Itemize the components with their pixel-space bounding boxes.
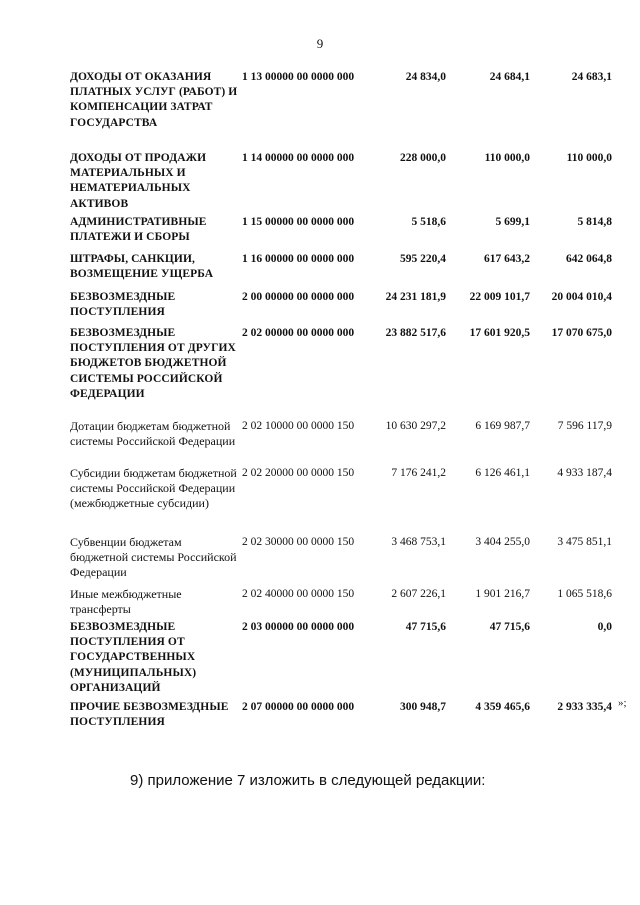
- row-code: 2 03 00000 00 0000 000: [242, 621, 355, 633]
- row-value-2: 617 643,2: [484, 253, 530, 265]
- row-name: ДОХОДЫ ОТ ОКАЗАНИЯ ПЛАТНЫХ УСЛУГ (РАБОТ) И КОМПЕНСАЦИИ ЗАТРАТ ГОСУДАРСТВА: [70, 71, 238, 129]
- row-code: 1 13 00000 00 0000 000: [242, 71, 355, 83]
- row-name: ШТРАФЫ, САНКЦИИ, ВОЗМЕЩЕНИЕ УЩЕРБА: [70, 253, 214, 281]
- row-value-3: 0,0: [597, 621, 612, 633]
- row-value-3: 110 000,0: [566, 152, 612, 164]
- row-value-1: 7 176 241,2: [391, 467, 446, 479]
- row-name: Субвенции бюджетам бюджетной системы Российской Федерации: [70, 535, 237, 580]
- row-name: Иные межбюджетные трансферты: [70, 587, 182, 617]
- row-code: 2 02 20000 00 0000 150: [242, 467, 355, 479]
- row-code: 2 02 40000 00 0000 150: [242, 588, 355, 600]
- row-value-2: 22 009 101,7: [469, 291, 530, 303]
- row-value-2: 1 901 216,7: [475, 588, 530, 600]
- row-value-1: 24 834,0: [405, 71, 446, 83]
- amendment-instruction: 9) приложение 7 изложить в следующей редакции:: [130, 772, 486, 789]
- row-value-3: 17 070 675,0: [551, 327, 612, 339]
- row-code: 2 00 00000 00 0000 000: [242, 291, 355, 303]
- row-name: БЕЗВОЗМЕЗДНЫЕ ПОСТУПЛЕНИЯ: [70, 291, 176, 319]
- row-value-3: 7 596 117,9: [557, 420, 612, 432]
- row-code: 2 02 00000 00 0000 000: [242, 327, 355, 339]
- row-code: 1 16 00000 00 0000 000: [242, 253, 355, 265]
- row-value-1: 23 882 517,6: [385, 327, 446, 339]
- row-name: ДОХОДЫ ОТ ПРОДАЖИ МАТЕРИАЛЬНЫХ И НЕМАТЕРИАЛЬНЫХ АКТИВОВ: [70, 152, 207, 210]
- row-value-1: 10 630 297,2: [385, 420, 446, 432]
- row-name: БЕЗВОЗМЕЗДНЫЕ ПОСТУПЛЕНИЯ ОТ ДРУГИХ БЮДЖЕТОВ БЮДЖЕТНОЙ СИСТЕМЫ РОССИЙСКОЙ ФЕДЕРАЦИИ: [70, 327, 236, 400]
- row-name: Субсидии бюджетам бюджетной системы Российской Федерации (межбюджетные субсидии): [70, 466, 237, 511]
- row-value-1: 228 000,0: [400, 152, 446, 164]
- row-value-3: 1 065 518,6: [557, 588, 612, 600]
- row-name: ПРОЧИЕ БЕЗВОЗМЕЗДНЫЕ ПОСТУПЛЕНИЯ: [70, 701, 229, 729]
- row-value-3: 24 683,1: [571, 71, 612, 83]
- row-code: 1 14 00000 00 0000 000: [242, 152, 355, 164]
- row-value-1: 5 518,6: [411, 216, 446, 228]
- row-value-2: 110 000,0: [484, 152, 530, 164]
- row-value-3: 3 475 851,1: [557, 536, 612, 548]
- row-value-1: 2 607 226,1: [391, 588, 446, 600]
- row-value-1: 24 231 181,9: [385, 291, 446, 303]
- row-name: АДМИНИСТРАТИВНЫЕ ПЛАТЕЖИ И СБОРЫ: [70, 216, 207, 244]
- row-value-3: 20 004 010,4: [551, 291, 612, 303]
- row-value-2: 6 126 461,1: [475, 467, 530, 479]
- closing-quote-mark: »;: [618, 697, 627, 709]
- row-name: Дотации бюджетам бюджетной системы Российской Федерации: [70, 419, 236, 449]
- row-value-3: 642 064,8: [566, 253, 612, 265]
- row-code: 2 02 10000 00 0000 150: [242, 420, 355, 432]
- row-value-2: 5 699,1: [495, 216, 530, 228]
- row-value-2: 24 684,1: [489, 71, 530, 83]
- row-code: 2 02 30000 00 0000 150: [242, 536, 355, 548]
- row-value-3: 4 933 187,4: [557, 467, 612, 479]
- row-value-1: 3 468 753,1: [391, 536, 446, 548]
- row-value-3: 5 814,8: [577, 216, 612, 228]
- row-value-3: 2 933 335,4: [557, 701, 612, 713]
- row-value-2: 6 169 987,7: [475, 420, 530, 432]
- row-value-1: 595 220,4: [400, 253, 446, 265]
- row-code: 2 07 00000 00 0000 000: [242, 701, 355, 713]
- row-code: 1 15 00000 00 0000 000: [242, 216, 355, 228]
- row-value-2: 3 404 255,0: [475, 536, 530, 548]
- row-value-2: 17 601 920,5: [469, 327, 530, 339]
- page-number: 9: [316, 36, 324, 51]
- row-value-1: 300 948,7: [400, 701, 446, 713]
- row-value-2: 4 359 465,6: [475, 701, 530, 713]
- row-value-2: 47 715,6: [489, 621, 530, 633]
- row-value-1: 47 715,6: [405, 621, 446, 633]
- row-name: БЕЗВОЗМЕЗДНЫЕ ПОСТУПЛЕНИЯ ОТ ГОСУДАРСТВЕННЫХ (МУНИЦИПАЛЬНЫХ) ОРГАНИЗАЦИЙ: [70, 621, 197, 694]
